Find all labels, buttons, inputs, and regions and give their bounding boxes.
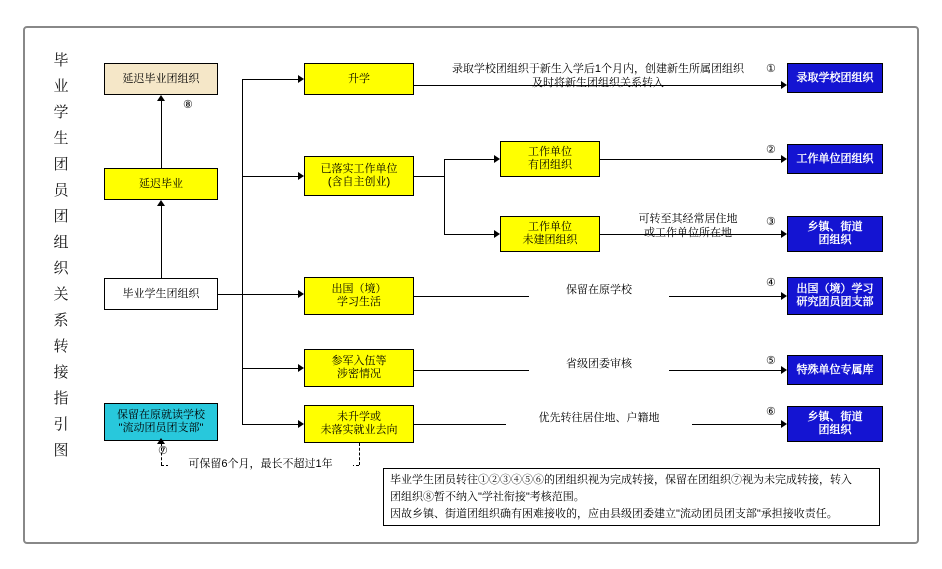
node-label-line2: 涉密情况 bbox=[337, 368, 381, 380]
node-label-line2: 研究团员团支部 bbox=[796, 296, 874, 308]
edge-label-line1: 优先转往居住地、户籍地 bbox=[538, 412, 660, 424]
node-label-line2: 团组织 bbox=[818, 234, 852, 246]
edge-dashed-vertical bbox=[161, 443, 162, 465]
title-char: 指 bbox=[53, 390, 69, 407]
arrow-right-icon bbox=[298, 420, 304, 428]
note-box bbox=[383, 468, 880, 526]
node-label-line2: 未落实就业去向 bbox=[320, 424, 398, 436]
marker-2: ② bbox=[766, 144, 776, 156]
node-target-township-org-6[interactable] bbox=[787, 406, 883, 442]
page-title bbox=[48, 48, 74, 498]
title-char: 织 bbox=[53, 260, 69, 277]
edge-label-provincial-review bbox=[529, 357, 669, 371]
edge-label-line1: 保留在原学校 bbox=[566, 284, 632, 296]
node-label-line1: 乡镇、街道 bbox=[807, 411, 863, 423]
note-line1: 毕业学生团员转往①②③④⑤⑥的团组织视为完成转接，保留在团组织⑦视为未完成转接，转入 bbox=[390, 474, 852, 486]
marker-8: ⑧ bbox=[183, 99, 193, 111]
arrow-right-icon bbox=[781, 292, 787, 300]
title-char: 团 bbox=[53, 208, 69, 225]
node-label: 延迟毕业 bbox=[139, 177, 183, 190]
marker-4: ④ bbox=[766, 277, 776, 289]
node-label-line1: 已落实工作单位 bbox=[320, 163, 398, 175]
node-label-line2: 有团组织 bbox=[528, 159, 572, 171]
node-target-special-unit-pool[interactable] bbox=[787, 355, 883, 385]
edge-label-admission bbox=[425, 62, 771, 90]
edge-vertical bbox=[161, 101, 162, 168]
node-work-unit-without-org[interactable] bbox=[500, 216, 600, 252]
node-label: 特殊单位专属库 bbox=[796, 363, 874, 376]
node-further-study[interactable] bbox=[304, 63, 414, 95]
node-delay-graduate-org[interactable] bbox=[104, 63, 218, 95]
edge-horizontal bbox=[444, 234, 494, 235]
title-char: 团 bbox=[53, 156, 69, 173]
arrow-right-icon bbox=[781, 155, 787, 163]
title-char: 图 bbox=[53, 442, 69, 459]
arrow-right-icon bbox=[494, 230, 500, 238]
node-label-line1: 工作单位 bbox=[528, 146, 572, 158]
node-target-township-org-3[interactable] bbox=[787, 216, 883, 252]
edge-trunk-vertical bbox=[242, 79, 243, 424]
node-label-line2: 未建团组织 bbox=[522, 234, 578, 246]
title-char: 引 bbox=[53, 416, 69, 433]
title-char: 毕 bbox=[53, 52, 69, 69]
edge-horizontal bbox=[444, 159, 494, 160]
marker-6: ⑥ bbox=[766, 406, 776, 418]
node-label-line2: 团组织 bbox=[818, 424, 852, 436]
title-char: 系 bbox=[53, 312, 69, 329]
note-line2: 团组织⑧暂不纳入"学社衔接"考核范围。 bbox=[390, 491, 585, 503]
edge-label-line1: 省级团委审核 bbox=[566, 358, 632, 370]
node-retain-school-branch[interactable] bbox=[104, 403, 218, 441]
arrow-right-icon bbox=[781, 81, 787, 89]
node-label-line2: 学习生活 bbox=[337, 296, 381, 308]
arrow-up-icon bbox=[157, 200, 165, 206]
node-work-unit-with-org[interactable] bbox=[500, 141, 600, 177]
node-label-line1: 参军入伍等 bbox=[331, 355, 387, 367]
arrow-up-icon bbox=[157, 438, 165, 444]
arrow-right-icon bbox=[494, 155, 500, 163]
edge-label-transfer-residence bbox=[613, 212, 763, 240]
node-label: 毕业学生团组织 bbox=[122, 287, 200, 300]
marker-5: ⑤ bbox=[766, 355, 776, 367]
title-char: 业 bbox=[53, 78, 69, 95]
title-char: 组 bbox=[53, 234, 69, 251]
edge-label-line1: 录取学校团组织于新生入学后1个月内，创建新生所属团组织 bbox=[451, 63, 745, 75]
edge-vertical bbox=[161, 206, 162, 278]
arrow-right-icon bbox=[298, 75, 304, 83]
title-char: 学 bbox=[53, 104, 69, 121]
arrow-right-icon bbox=[781, 230, 787, 238]
edge-label-line2: 或工作单位所在地 bbox=[644, 227, 732, 239]
edge-label-line1: 可保留6个月，最长不超过1年 bbox=[188, 458, 333, 470]
node-label: 延迟毕业团组织 bbox=[122, 72, 200, 85]
edge-vertical bbox=[444, 159, 445, 234]
node-label-line2: (含自主创业) bbox=[327, 176, 391, 188]
node-delay-graduate[interactable] bbox=[104, 168, 218, 200]
marker-7: ⑦ bbox=[158, 445, 168, 457]
node-abroad[interactable] bbox=[304, 277, 414, 315]
edge-horizontal bbox=[600, 159, 781, 160]
edge-horizontal bbox=[414, 176, 444, 177]
note-line3: 因故乡镇、街道团组织确有困难接收的，应由县级团委建立"流动团员团支部"承担接收责任。 bbox=[390, 508, 838, 520]
edge-label-line1: 可转至其经常居住地 bbox=[638, 213, 738, 225]
node-target-abroad-branch[interactable] bbox=[787, 277, 883, 315]
node-label-line1: 出国（境） bbox=[331, 283, 387, 295]
edge-label-priority-residence bbox=[506, 411, 692, 425]
node-label-line1: 出国（境）学习 bbox=[796, 283, 874, 295]
title-char: 关 bbox=[53, 286, 69, 303]
node-label: 升学 bbox=[348, 72, 370, 85]
edge-horizontal bbox=[242, 368, 298, 369]
edge-label-keep-original-school bbox=[529, 283, 669, 297]
marker-3: ③ bbox=[766, 216, 776, 228]
node-label-line2: "流动团员团支部" bbox=[118, 422, 204, 434]
arrow-right-icon bbox=[781, 366, 787, 374]
node-label-line1: 保留在原就读学校 bbox=[117, 409, 205, 421]
arrow-right-icon bbox=[298, 290, 304, 298]
edge-horizontal bbox=[242, 176, 298, 177]
node-unemployed[interactable] bbox=[304, 405, 414, 443]
edge-dashed-vertical bbox=[359, 443, 360, 465]
arrow-right-icon bbox=[781, 420, 787, 428]
node-label: 工作单位团组织 bbox=[796, 152, 874, 165]
node-label: 录取学校团组织 bbox=[796, 71, 874, 84]
arrow-up-icon bbox=[157, 95, 165, 101]
node-label-line1: 乡镇、街道 bbox=[807, 221, 863, 233]
edge-horizontal bbox=[242, 294, 298, 295]
node-target-work-unit-org[interactable] bbox=[787, 144, 883, 174]
title-char: 员 bbox=[53, 182, 69, 199]
title-char: 转 bbox=[53, 338, 69, 355]
edge-horizontal bbox=[242, 424, 298, 425]
edge-horizontal bbox=[218, 294, 242, 295]
edge-label-retain-period bbox=[168, 457, 353, 471]
node-army[interactable] bbox=[304, 349, 414, 387]
edge-label-line2: 及时将新生团组织关系转入 bbox=[532, 77, 664, 89]
node-label-line1: 未升学或 bbox=[337, 411, 381, 423]
node-target-admission-org[interactable] bbox=[787, 63, 883, 93]
marker-1: ① bbox=[766, 63, 776, 75]
edge-horizontal bbox=[242, 79, 298, 80]
arrow-right-icon bbox=[298, 364, 304, 372]
node-label-line1: 工作单位 bbox=[528, 221, 572, 233]
node-graduate-student-org[interactable] bbox=[104, 278, 218, 310]
arrow-right-icon bbox=[298, 172, 304, 180]
title-char: 生 bbox=[53, 130, 69, 147]
title-char: 接 bbox=[53, 364, 69, 381]
node-employed[interactable] bbox=[304, 156, 414, 196]
